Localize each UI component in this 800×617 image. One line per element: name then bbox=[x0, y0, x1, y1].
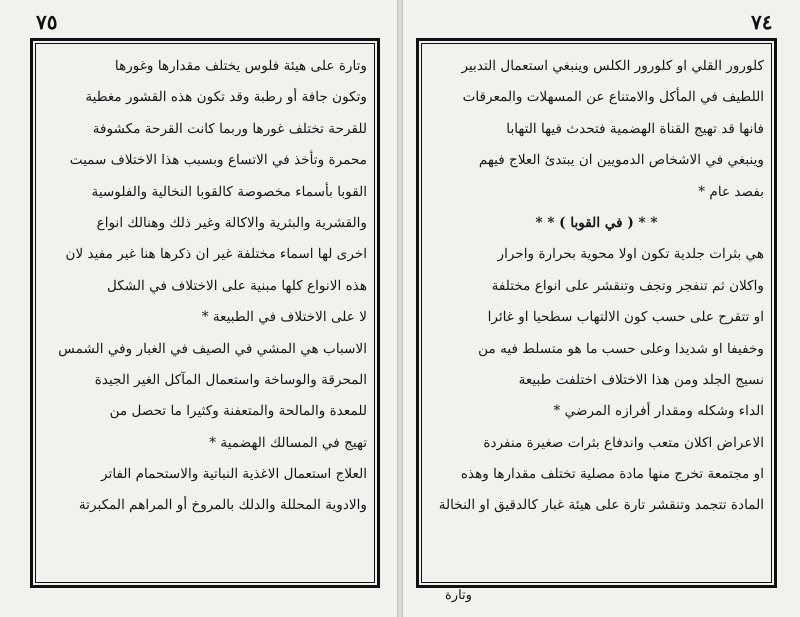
text-line: تهيج في المسالك الهضمية * bbox=[209, 434, 367, 451]
text-line: القوبا بأسماء مخصوصة كالقوبا النخالية والفلوسية bbox=[91, 183, 367, 200]
right-page-number: ٧٤ bbox=[751, 10, 773, 34]
text-line: كلورور القلي او كلورور الكلس وينبغي استعمال التدبير bbox=[461, 58, 764, 74]
text-line: والقشرية والبثرية والاكالة وغير ذلك وهنالك انواع bbox=[96, 214, 367, 231]
text-line: اللطيف في المأكل والامتناع عن المسهلات والمعرقات bbox=[462, 89, 764, 106]
text-line: محمرة وتأخذ في الاتساع وبسبب هذا الاختلاف سميت bbox=[69, 152, 367, 169]
text-line: وينبغي في الاشخاص الدمويين ان يبتدئ العلاج فيهم bbox=[478, 152, 764, 169]
text-line: او تتقرح على حسب كون الالتهاب سطحيا او غائرا bbox=[487, 309, 764, 326]
left-text-block bbox=[43, 51, 367, 575]
catchword: وتارة bbox=[445, 588, 472, 603]
text-line: الداء وشكله ومقدار أفرازه المرضي * bbox=[553, 403, 764, 420]
text-line: وتكون جافة أو رطبة وقد تكون هذه القشور مغطية bbox=[85, 89, 367, 106]
left-page-frame bbox=[30, 38, 380, 588]
text-line: بفصد عام * bbox=[698, 183, 764, 200]
text-line: لا على الاختلاف في الطبيعة * bbox=[201, 309, 367, 326]
right-page bbox=[403, 0, 800, 617]
text-line: فانها قد تهيج القناة الهضمية فتحدث فيها التهابا bbox=[506, 120, 764, 137]
text-line: واكلان ثم تنفجر وتجف وتنقشر على انواع مختلفة bbox=[491, 277, 764, 294]
text-line: الاعراض اكلان متعب واندفاع بثرات صغيرة منفردة bbox=[483, 434, 764, 451]
text-line: هي بثرات جلدية تكون اولا محوية بحرارة واحرار bbox=[497, 246, 764, 263]
text-line: للقرحة تختلف غورها وربما كانت القرحة مكشوفة bbox=[92, 120, 367, 137]
text-line: اخرى لها اسماء مختلفة غير ان ذكرها هنا غير مفيد لان bbox=[65, 246, 367, 263]
text-line: الاسباب هي المشي في الصيف في الغبار وفي الشمس bbox=[58, 340, 367, 357]
text-line: والادوية المحللة والدلك بالمروخ أو المراهم المكبرتة bbox=[78, 497, 367, 514]
text-line: وتارة على هيئة فلوس يختلف مقدارها وغورها bbox=[114, 58, 367, 74]
text-line: العلاج استعمال الاغذية النباتية والاستحمام الفاتر bbox=[101, 466, 367, 483]
left-page-number: ٧٥ bbox=[36, 10, 58, 34]
text-line: المادة تتجمد وتنقشر تارة على هيئة غبار كالدقيق او النخالة bbox=[438, 497, 764, 514]
text-line: وخفيفا او شديدا وعلى حسب ما هو متسلط فيه من bbox=[478, 340, 764, 357]
text-line: للمعدة والمالحة والمتعفنة وكثيرا ما تحصل من bbox=[109, 403, 367, 420]
right-page-frame bbox=[416, 38, 777, 588]
text-line: نسيج الجلد ومن هذا الاختلاف اختلفت طبيعة bbox=[518, 371, 764, 388]
text-line: المحرقة والوساخة واستعمال المآكل الغير الجيدة bbox=[94, 371, 367, 388]
text-line: او مجتمعة تخرج منها مادة مصلية تختلف مقدارها وهذه bbox=[460, 466, 764, 483]
right-text-block bbox=[429, 51, 764, 575]
text-line: هذه الانواع كلها مبنية على الاختلاف في الشكل bbox=[106, 277, 367, 294]
left-page bbox=[0, 0, 397, 617]
section-heading: * * ( في القوبا ) * * bbox=[535, 214, 658, 231]
